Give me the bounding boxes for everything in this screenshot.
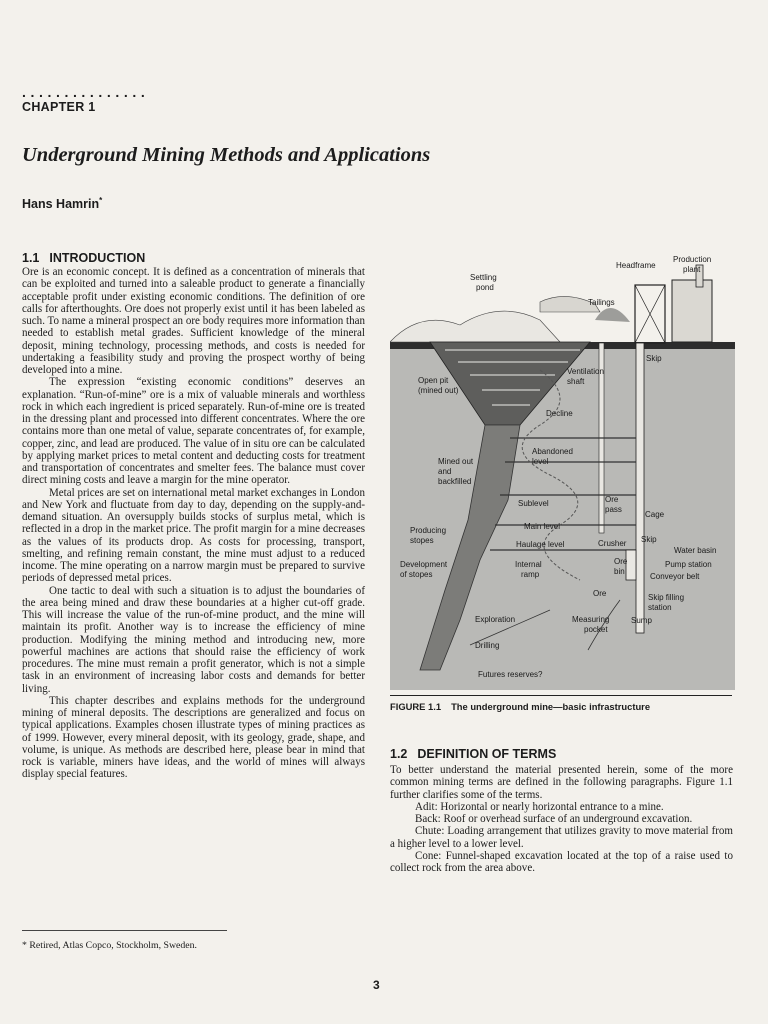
- label-development-2: of stopes: [400, 570, 433, 579]
- label-abandoned-2: level: [532, 457, 549, 466]
- label-haulage-level: Haulage level: [516, 540, 565, 549]
- section-title: INTRODUCTION: [49, 251, 146, 265]
- page-number: 3: [373, 978, 380, 992]
- section-heading-introduction: [22, 251, 145, 265]
- section-number: 1.1: [22, 251, 40, 265]
- label-settling-pond: Settling: [470, 273, 497, 282]
- introduction-text: [22, 266, 365, 781]
- label-mined-out-3: backfilled: [438, 477, 472, 486]
- label-producing-stopes-2: stopes: [410, 536, 434, 545]
- label-development: Development: [400, 560, 448, 569]
- tailings-heap: [595, 308, 630, 322]
- label-measuring-pocket: Measuring: [572, 615, 610, 624]
- label-internal-ramp-2: ramp: [521, 570, 540, 579]
- ore-bin-box: [626, 550, 636, 580]
- label-water-basin: Water basin: [674, 546, 717, 555]
- footnote: * Retired, Atlas Copco, Stockholm, Sweden.: [22, 940, 197, 951]
- label-ventilation-2: shaft: [567, 377, 585, 386]
- figure-number: FIGURE 1.1: [390, 701, 442, 712]
- headframe-bracing: [635, 285, 665, 343]
- paragraph: Ore is an economic concept. It is defined as a concentration of minerals that can be exploited and turned into a saleable product to generate a financially acceptable profit under existing economic conditions. The definition of ore calls for afterthoughts. Ore does not properly exist until it has been labeled as such. To name a mineral prospect an ore body requires more information than needed to establish metal grades. Sufficient knowledge of the mineral deposit, mining technology, processing methods, and costs is needed for undertaking a feasibility study and proving the prospect worthy of being developed into a mine.: [22, 266, 365, 376]
- label-mined-out: Mined out: [438, 457, 474, 466]
- footnote-rule: [22, 930, 227, 931]
- label-ore-bin-2: bin: [614, 567, 625, 576]
- label-production-plant: Production: [673, 255, 712, 264]
- figure-caption-text: The underground mine—basic infrastructure: [451, 701, 651, 712]
- main-shaft: [636, 343, 644, 633]
- term-definition: Back: Roof or overhead surface of an underground excavation.: [415, 813, 693, 825]
- label-ore-bin: Ore: [614, 557, 628, 566]
- label-headframe: Headframe: [616, 261, 656, 270]
- label-exploration: Exploration: [475, 615, 516, 624]
- label-sublevel: Sublevel: [518, 499, 549, 508]
- label-drilling: Drilling: [475, 641, 500, 650]
- chapter-label: CHAPTER 1: [22, 100, 96, 114]
- label-production-plant-2: plant: [683, 265, 701, 274]
- term-definition: Cone: Funnel-shaped excavation located at the top of a raise used to collect rock from the area above.: [390, 849, 733, 874]
- label-producing-stopes: Producing: [410, 526, 447, 535]
- figure-caption: [390, 701, 650, 712]
- definitions-text: [390, 764, 733, 874]
- surface-hills: [390, 311, 560, 342]
- label-crusher: Crusher: [598, 539, 627, 548]
- label-internal-ramp: Internal: [515, 560, 542, 569]
- label-ore-pass-2: pass: [605, 505, 622, 514]
- paragraph: One tactic to deal with such a situation is to adjust the boundaries of the area being mined and draw these boundaries at a higher cut-off grade. This will increase the value of the run-of-mine product, and the mine will maintain its profit. Another way is to increase the efficiency of mine production. Modifying the mining method and introducing new, more powerful machines are actions that should raise the efficiency of work procedures. The mine must remain a profit generator, which is not a simple task in an environment of increasing labor costs and demands for better living.: [22, 584, 365, 695]
- label-tailings: Tailings: [588, 298, 615, 307]
- label-skip-filling: Skip filling: [648, 593, 685, 602]
- label-measuring-pocket-2: pocket: [584, 625, 608, 634]
- definitions-intro: To better understand the material presented herein, some of the more common mining terms are defined in the following paragraphs. Figure 1.1 further clarifies some of the terms.: [390, 764, 733, 801]
- section-heading-definitions: [390, 747, 556, 761]
- paragraph: This chapter describes and explains methods for the underground mining of mineral deposits. The descriptions are generalized and focus on typical applications. Examples chosen illustrate types of mining practices as of 1999. However, every mineral deposit, with its geology, grade, shape, and volume, is unique. As methods are described here, please bear in mind that rock is variable, miners have ideas, and the world of mines will always display special features.: [22, 694, 365, 781]
- chapter-title: Underground Mining Methods and Applications: [22, 144, 431, 166]
- chapter-dots: ...............: [22, 84, 150, 100]
- label-conveyor-belt: Conveyor belt: [650, 572, 700, 581]
- mine-diagram: [390, 250, 735, 690]
- label-decline: Decline: [546, 409, 573, 418]
- paragraph: The expression “existing economic conditions” deserves an explanation. “Run-of-mine” ore is a mix of valuable minerals and worthless rock in which each ingredient is priced separately. Run-of-mine ore is treated in the dressing plant and processed into different concentrates. Where the ore contains more than one metal of value, separate concentrates of, for example, copper, zinc, and lead are produced. The value of in situ ore can be calculated by applying market prices to metal content and deducting costs for treatment and transportation of concentrates and smelter fees. The balance must cover direct mining costs and leave a margin for the mine operator.: [22, 376, 365, 487]
- label-ventilation: Ventilation: [567, 367, 604, 376]
- label-skip-mid: Skip: [641, 535, 657, 544]
- label-settling-pond-2: pond: [476, 283, 494, 292]
- figure-caption-rule: [390, 695, 732, 696]
- term-definition: Chute: Loading arrangement that utilizes gravity to move material from a higher level to a lower level.: [390, 825, 733, 850]
- production-plant-building: [672, 280, 712, 342]
- label-abandoned: Abandoned: [532, 447, 573, 456]
- term-definition: Adit: Horizontal or nearly horizontal entrance to a mine.: [415, 800, 664, 813]
- label-pump-station: Pump station: [665, 560, 712, 569]
- author-footnote-mark: *: [99, 196, 103, 205]
- author-name: Hans Hamrin: [22, 197, 100, 212]
- label-open-pit-2: (mined out): [418, 386, 459, 395]
- section-number: 1.2: [390, 747, 408, 761]
- label-mined-out-2: and: [438, 467, 452, 476]
- label-ore: Ore: [593, 589, 607, 598]
- label-cage: Cage: [645, 510, 665, 519]
- label-ore-pass: Ore: [605, 495, 619, 504]
- label-sump: Sump: [631, 616, 652, 625]
- label-open-pit: Open pit: [418, 376, 449, 385]
- label-skip-filling-2: station: [648, 603, 672, 612]
- author: [22, 196, 102, 211]
- paragraph: Metal prices are set on international metal market exchanges in London and New York and fluctuate from day to day, depending on the supply-and-demand situation. An oversupply builds stocks of surplus metal, which is reflected in a drop in the market price. The profit margin for a mine decreases as the values of its products drop. As costs for processing, transport, smelting, and refining remain constant, the mine must adjust to a reduced income. The mine operating on a narrow margin must be prepared to survive periods of depressed metal prices.: [22, 486, 365, 585]
- label-main-level: Main level: [524, 522, 561, 531]
- label-skip-top: Skip: [646, 354, 662, 363]
- label-futures-reserves: Futures reserves?: [478, 670, 543, 679]
- section-title: DEFINITION OF TERMS: [417, 747, 557, 761]
